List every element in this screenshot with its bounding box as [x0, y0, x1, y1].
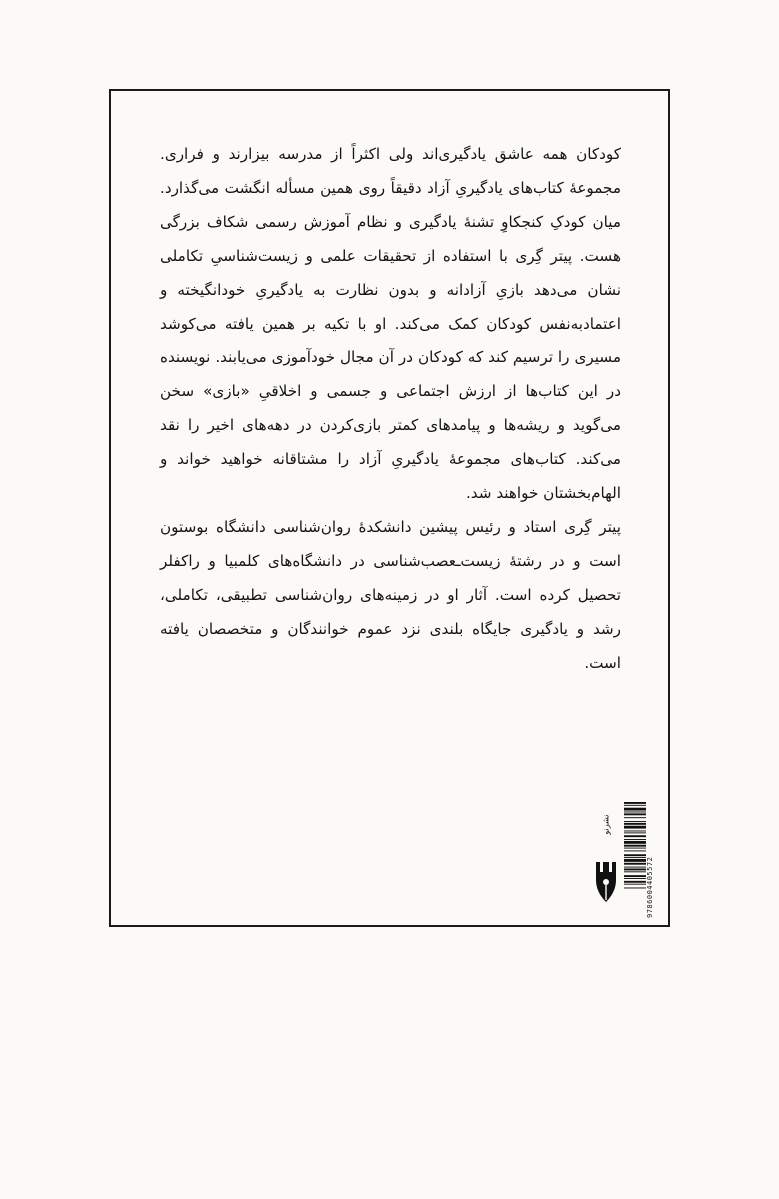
barcode-bar — [624, 835, 646, 837]
barcode-bar — [624, 823, 646, 825]
barcode-bar — [624, 841, 646, 844]
publisher-barcode-area — [594, 800, 654, 918]
isbn-digits: 9786004405572 — [646, 856, 654, 918]
barcode-bar — [624, 832, 646, 833]
barcode-bar — [624, 875, 646, 877]
barcode-bar — [624, 859, 646, 862]
barcode-bar — [624, 850, 646, 851]
barcode-bar — [624, 884, 646, 885]
barcode-bar — [624, 831, 646, 832]
publisher-name: نشرنو — [601, 814, 611, 835]
barcode-bar — [624, 881, 646, 883]
barcode-bar — [624, 826, 646, 829]
barcode-bar — [624, 869, 646, 871]
back-cover-text — [160, 138, 621, 681]
author-bio-paragraph: پیتر گِری استاد و رئیس پیشین دانشکدهٔ روان‌شناسی دانشگاه بوستون است و در رشتهٔ زیست‌ـعصب‌شناسی در دانشگاه‌های کلمبیا و راکفلر تحصیل کرده است. آثار او در زمینه‌های روان‌شناسی تطبیقی، تکاملی، رشد و یادگیری جایگاه بلندی نزد عموم خوانندگان و متخصصان یافته است. — [160, 517, 621, 672]
barcode-bar — [624, 805, 646, 806]
barcode-bar — [624, 817, 646, 818]
barcode-bar — [624, 863, 646, 865]
barcode-bars — [624, 800, 646, 918]
barcode-bar — [624, 812, 646, 813]
barcode-bar — [624, 871, 646, 872]
barcode-bar — [624, 878, 646, 879]
barcode-bar — [624, 867, 646, 868]
barcode-bar — [624, 854, 646, 856]
barcode-bar — [624, 813, 646, 815]
barcode-bar — [624, 848, 646, 849]
barcode-bar — [624, 845, 646, 847]
pen-nib-icon — [594, 860, 618, 904]
publisher-logo — [594, 800, 618, 910]
barcode-bar — [624, 808, 646, 811]
barcode-bar — [624, 839, 646, 840]
barcode-bar — [624, 857, 646, 858]
isbn-barcode — [624, 800, 654, 918]
barcode-bar — [624, 888, 646, 889]
description-paragraph: کودکان همه عاشق یادگیری‌اند ولی اکثراً از مدرسه بیزارند و فراری. مجموعهٔ کتاب‌های یادگیریِ آزاد دقیقاً روی همین مسأله انگشت می‌گذارد. میان کودکِ کنجکاوِ تشنهٔ یادگیری و نظام آموزش رسمی شکاف بزرگی هست. پیتر گِری با استفاده از تحقیقات علمی و زیست‌شناسیِ تکاملی نشان می‌دهد بازیِ آزادانه و بدون نظارت به یادگیریِ خودانگیخته و اعتمادبه‌نفس کودکان کمک می‌کند. او با تکیه بر همین یافته می‌کوشد مسیری را ترسیم کند که کودکان در آن مجال خودآموزی می‌یابند. نویسنده در این کتاب‌ها از ارزش اجتماعی و جسمی و اخلاقیِ «بازی» سخن می‌گوید و ریشه‌ها و پیامدهای کمتر بازی‌کردن در دهه‌های اخیر را نقد می‌کند. کتاب‌های مجموعهٔ یادگیریِ آزاد را مشتاقانه خواهید خواند و الهام‌بخشتان خواهند شد. — [160, 145, 621, 503]
barcode-bar — [624, 821, 646, 822]
barcode-bar — [624, 802, 646, 804]
